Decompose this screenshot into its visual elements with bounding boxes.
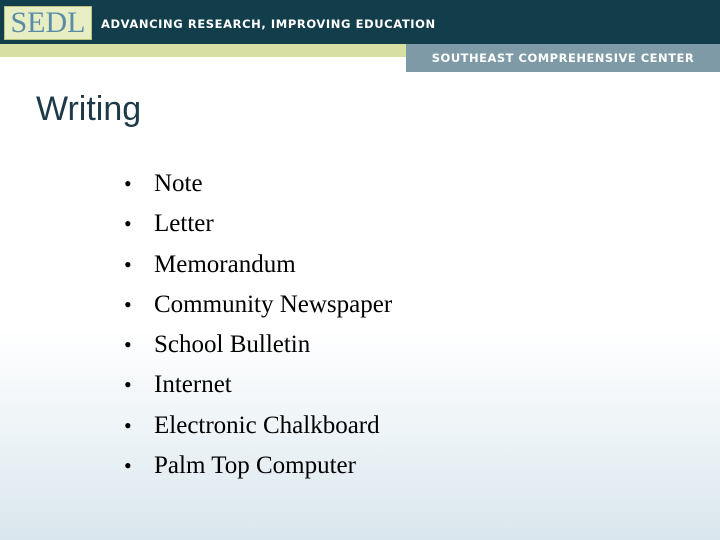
bullet-icon: • bbox=[124, 251, 132, 277]
sedl-logo bbox=[4, 6, 92, 40]
logo-text: SEDL bbox=[4, 6, 92, 40]
center-name: SOUTHEAST COMPREHENSIVE CENTER bbox=[431, 51, 695, 65]
header-band bbox=[0, 0, 720, 44]
tagline: ADVANCING RESEARCH, IMPROVING EDUCATION bbox=[101, 17, 436, 31]
bullet-icon: • bbox=[124, 412, 132, 438]
bullet-icon: • bbox=[124, 291, 132, 317]
list-item-text: Letter bbox=[154, 210, 214, 238]
list-item-text: School Bulletin bbox=[154, 331, 311, 359]
bullet-icon: • bbox=[124, 211, 132, 237]
bullet-icon: • bbox=[124, 453, 132, 479]
bullet-icon: • bbox=[124, 332, 132, 358]
list-item-text: Palm Top Computer bbox=[154, 452, 356, 480]
center-name-bar bbox=[406, 44, 720, 72]
bullet-icon: • bbox=[124, 171, 132, 196]
list-item-text: Community Newspaper bbox=[154, 290, 393, 318]
slide-title: Writing bbox=[36, 90, 142, 128]
list-item-text: Electronic Chalkboard bbox=[154, 411, 380, 439]
bullet-icon: • bbox=[124, 372, 132, 398]
list-item-text: Internet bbox=[154, 371, 232, 399]
olive-accent-bar bbox=[0, 44, 406, 57]
list-item-text: Memorandum bbox=[154, 250, 296, 278]
list-item-text: Note bbox=[154, 170, 203, 197]
